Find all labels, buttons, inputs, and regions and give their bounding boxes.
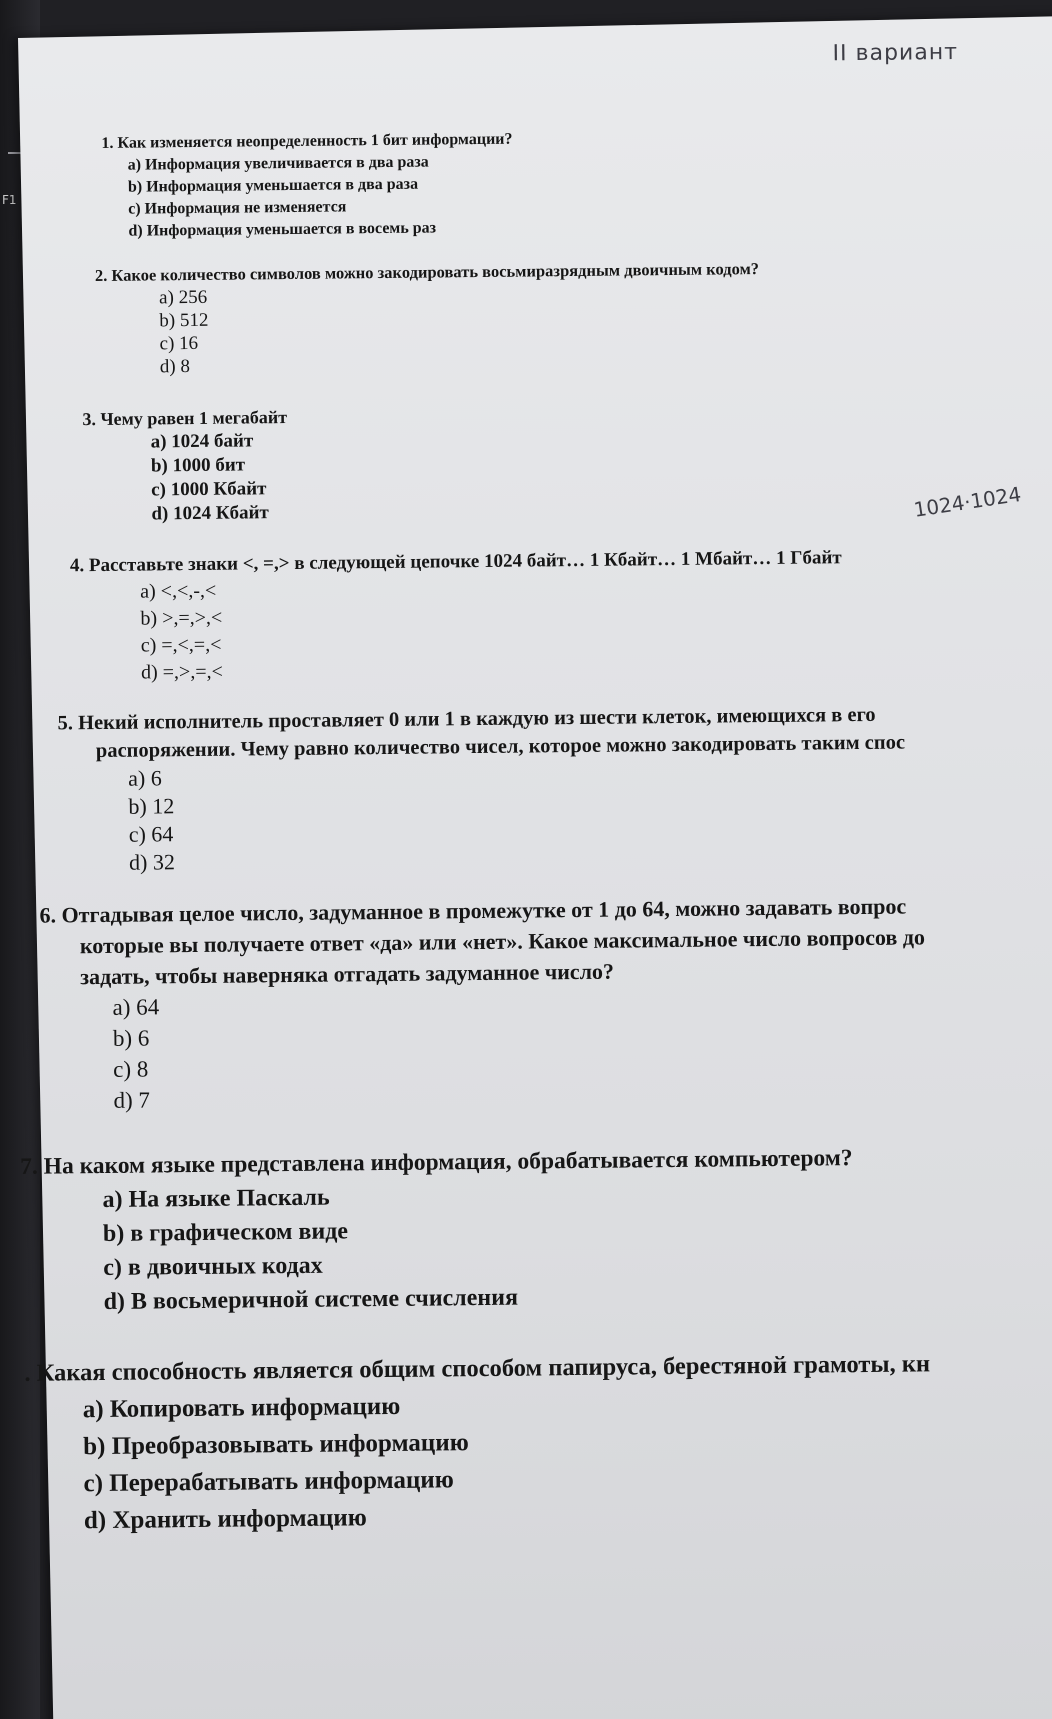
- option-c: c) Информация не изменяется: [128, 198, 347, 218]
- option-b: b) 6: [112, 1025, 150, 1051]
- option-b: b) >,=,>,<: [140, 606, 223, 630]
- option-a: a) 64: [112, 994, 160, 1020]
- option-c: c) 1000 Кбайт: [151, 478, 267, 501]
- question-6: [39, 890, 926, 1116]
- option-d: d) Хранить информацию: [83, 1504, 367, 1535]
- option-b: b) 12: [128, 793, 175, 819]
- handwritten-calculation: 1024·1024: [912, 481, 1023, 522]
- option-c: c) в двоичных кодах: [103, 1252, 323, 1281]
- question-2: [95, 257, 760, 379]
- question-1: [101, 129, 513, 243]
- option-a: a) Копировать информацию: [82, 1392, 401, 1424]
- option-c: c) 16: [159, 332, 199, 355]
- option-a: a) <,<,-,<: [140, 579, 217, 603]
- question-6-text-line-3: задать, чтобы наверняка отгадать задуманное число?: [80, 958, 615, 990]
- option-b: b) 512: [159, 309, 209, 332]
- option-b: b) Информация уменьшается в два раза: [127, 175, 419, 196]
- question-5-text: 5. Некий исполнитель проставляет 0 или 1 в каждую из шести клеток, имеющихся в его: [57, 703, 876, 735]
- question-5-text-line-2: распоряжении. Чему равно количество чисел, которое можно закодировать таким спос: [95, 731, 906, 763]
- option-d: d) Информация уменьшается в восемь раз: [128, 219, 437, 240]
- option-b: b) в графическом виде: [102, 1218, 349, 1247]
- option-b: b) 1000 бит: [150, 454, 246, 477]
- question-3-text: 3. Чему равен 1 мегабайт: [82, 407, 288, 430]
- question-8-text: . Какая способность является общим способом папируса, берестяной грамоты, кн: [24, 1350, 931, 1387]
- question-8: [24, 1345, 932, 1539]
- option-d: d) 7: [113, 1087, 151, 1113]
- question-1-text: 1. Как изменяется неопределенность 1 бит информации?: [101, 130, 513, 152]
- question-7-text: 7. На каком языке представлена информация, обрабатывается компьютером?: [20, 1145, 853, 1180]
- option-c: c) Перерабатывать информацию: [83, 1466, 454, 1498]
- variant-note: II вариант: [832, 39, 959, 67]
- option-d: d) В восьмеричной системе счисления: [103, 1284, 519, 1315]
- option-a: a) 1024 байт: [150, 430, 254, 453]
- option-d: d) 32: [128, 849, 175, 875]
- option-a: a) 256: [159, 286, 208, 309]
- option-c: c) 8: [113, 1056, 149, 1082]
- question-5: [57, 701, 906, 878]
- option-a: a) На языке Паскаль: [102, 1184, 330, 1213]
- question-6-text-line-2: которые вы получаете ответ «да» или «нет». Какое максимальное число вопросов до: [79, 924, 926, 959]
- option-b: b) Преобразовывать информацию: [83, 1429, 469, 1461]
- option-a: a) Информация увеличивается в два раза: [127, 153, 429, 174]
- question-6-text: 6. Отгадывая целое число, задуманное в промежутке от 1 до 64, можно задавать вопрос: [39, 893, 907, 928]
- question-7: [20, 1141, 854, 1320]
- option-d: d) 1024 Кбайт: [151, 502, 269, 525]
- question-4-text: 4. Расставьте знаки <, =,> в следующей цепочке 1024 байт… 1 Кбайт… 1 Мбайт… 1 Гбайт: [69, 547, 842, 577]
- question-3: [82, 405, 288, 527]
- option-a: a) 6: [128, 765, 162, 791]
- question-4: [70, 544, 843, 687]
- option-d: d) 8: [159, 356, 191, 378]
- option-d: d) =,>,=,<: [140, 660, 223, 684]
- option-c: c) =,<,=,<: [140, 633, 222, 657]
- option-c: c) 64: [128, 821, 174, 847]
- question-2-text: 2. Какое количество символов можно закодировать восьмиразрядным двоичным кодом?: [94, 259, 760, 286]
- edge-label: F1: [2, 193, 17, 207]
